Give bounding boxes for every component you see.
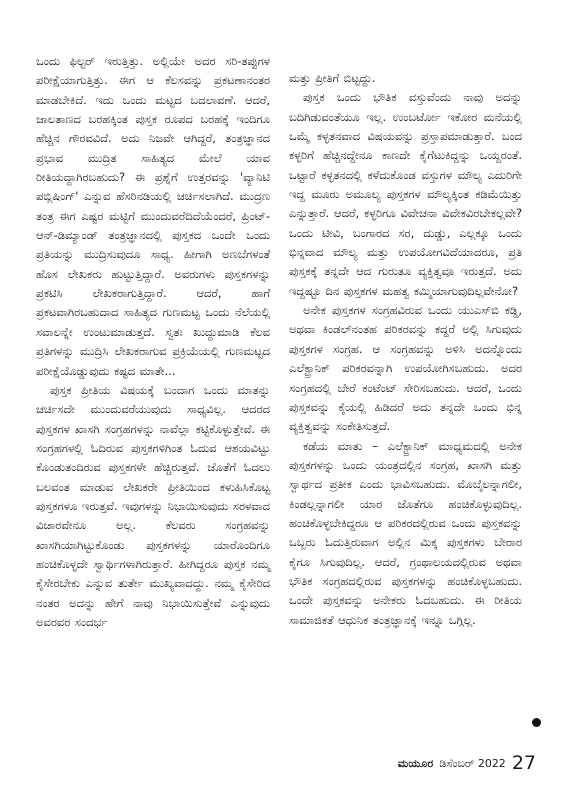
paragraph: ಒಂದು ಫಿಲ್ಟರ್ ಇರುತ್ತಿತ್ತು. ಅಲ್ಲಿಯೇ ಅದರ ಸರಿ-ತಪ್ಪುಗಳ ಪರೀಕ್ಷೆಯಾಗುತ್ತಿತ್ತು. ಈಗ ಆ ಕೆಲಸವನ್ನು ಪ್ರಕಟಣಾನಂತರ ಮಾಡಬೇಕಿದೆ. ಇದು ಒಂದು ಮಟ್ಟದ ಬದಲಾವಣೆ. ಆದರೆ, ಜಾಲತಾಣದ ಬರಹಕ್ಕಿಂತ ಪುಸ್ತಕ ರೂಪದ ಬರಹಕ್ಕೆ ಇಂದಿಗೂ ಹೆಚ್ಚಿನ ಗೌರವವಿದೆ. ಅದು ನಿಜವೇ ಆಗಿದ್ದರೆ, ತಂತ್ರಜ್ಞಾನದ ಪ್ರಭಾವ ಮುದ್ರಿತ ಸಾಹಿತ್ಯದ ಮೇಲೆ ಯಾವ ರೀತಿಯದ್ದಾಗಿರಬಹುದು? ಈ ಪ್ರಶ್ನೆಗೆ ಉತ್ತರವನ್ನು 'ವ್ಯಾನಿಟಿ ಪಬ್ಲಿಷಿಂಗ್' ಎನ್ನುವ ಹೆಸರಿನಡಿಯಲ್ಲಿ ಚರ್ಚಿಸಲಾಗಿದೆ. ಮುದ್ರಣ ತಂತ್ರ ಈಗ ಎಷ್ಟರ ಮಟ್ಟಿಗೆ ಮುಂದುವರೆದಿದೆಯೆಂದರೆ, ಪ್ರಿಂಟ್-ಆನ್-ಡಿಮ್ಯಾಂಡ್ ತಂತ್ರಜ್ಞಾನದಲ್ಲಿ ಪುಸ್ತಕದ ಒಂದೇ ಒಂದು ಪ್ರತಿಯನ್ನು ಮುದ್ರಿಸುವುದೂ ಸಾಧ್ಯ. ಹೀಗಾಗಿ ಅಣಬೆಗಳಂತೆ ಹೊಸ ಲೇಖಕರು ಹುಟ್ಟುತ್ತಿದ್ದಾರೆ. ಅವರುಗಳು ಪುಸ್ತಕಗಳನ್ನು ಪ್ರಕಟಿಸಿ ಲೇಖಕರಾಗುತ್ತಿದ್ದಾರೆ. ಆದರೆ, ಹಾಗೆ ಪ್ರಕಟವಾಗಿರಬಹುದಾದ ಸಾಹಿತ್ಯದ ಗುಣಮಟ್ಟ ಒಂದು ನೆಲೆಯಲ್ಲಿ ಸವಾಲನ್ನೇ ಉಂಟುಮಾಡುತ್ತದೆ. ಸ್ವತಃ ಖುದ್ದುಮಾಡಿ ಕೆಲವ ಪ್ರತಿಗಳನ್ನು ಮುದ್ರಿಸಿ ಲೇಖಕರಾಗುವ ಪ್ರಕ್ರಿಯೆಯಲ್ಲಿ ಗುಣಮಟ್ಟದ ಪರೀಕ್ಷೆಯೊಡ್ಡುವುದು ಕಷ್ಟದ ಮಾತೇ... <box>36 54 270 378</box>
page-number: 27 <box>511 752 536 774</box>
right-column <box>289 69 522 630</box>
magazine-brand: ಮಯೂರ <box>397 757 434 770</box>
left-column <box>36 52 270 632</box>
paragraph: ಪುಸ್ತಕ ಪ್ರೀತಿಯ ವಿಷಯಕ್ಕೆ ಬಂದಾಗ ಒಂದು ಮಾತನ್ನು ಚರ್ಚಿಸದೇ ಮುಂದುವರೆಯುವುದು ಸಾಧ್ಯವಿಲ್ಲ. ಆದರದ ಪುಸ್ತಕಗಳ ಖಾಸಗಿ ಸಂಗ್ರಹಗಳನ್ನು ನಾವೆಲ್ಲಾ ಕಟ್ಟಿಕೊಳ್ಳುತ್ತೇವೆ. ಈ ಸಂಗ್ರಹಗಳಲ್ಲಿ ಓದಿರುವ ಪುಸ್ತಕಗಳಿಗಿಂತ ಓದುವ ಆಶಯವಿಟ್ಟು ಕೊಂಡುತಂದಿರುವ ಪುಸ್ತಕಗಳೇ ಹೆಚ್ಚಿರುತ್ತವೆ. ಜೊತೆಗೆ ಓದಲು ಬಲವಂತ ಮಾಡುವ ಲೇಖಕರೇ ಪ್ರೀತಿಯಿಂದ ಕಳುಹಿಸಿಕೊಟ್ಟ ಪುಸ್ತಕಗಳೂ ಇರುತ್ತವೆ. ಇವುಗಳನ್ನು ನಿಭಾಯಿಸುವುದು ಸರಳವಾದ ವಿಚಾರವೇನೂ ಅಲ್ಲ. ಕೆಲವರು ಸಂಗ್ರಹವನ್ನು ಖಾಸಗಿಯಾಗಿಟ್ಟುಕೊಂಡು ಪುಸ್ತಕಗಳನ್ನು ಯಾರೊಂದಿಗೂ ಹಂಚಿಕೊಳ್ಳದೇ ಸ್ವಾರ್ಥಿಗಳಾಗಿರುತ್ತಾರೆ. ಹೀಗಿದ್ದರೂ ಪುಸ್ತಕ ನಮ್ಮ ಕೈಸೇರಬೇಕು ಎನ್ನುವ ತುರ್ತೇ ಮುಖ್ಯವಾದದ್ದು. ನಮ್ಮ ಕೈಸೇರಿದ ನಂತರ ಅದನ್ನು ಹೇಗೆ ನಾವು ನಿಭಾಯಿಸುತ್ತೇವೆ ಎನ್ನುವುದು ಅವರವರ ಸಂದರ್ಭ <box>36 382 270 629</box>
paragraph: ಪುಸ್ತಕ ಒಂದು ಭೌತಿಕ ವಸ್ತುವೆಂದು ನಾವು ಅದನ್ನು ಬದಿಗಿಡುವಂತೆಯೂ ಇಲ್ಲ. ಉಂಬರ್ಟೋ ಇಕೋರ ಮನೆಯಲ್ಲಿ ಒಮ್ಮೆ ಕಳ್ಳತನವಾದ ವಿಷಯವನ್ನು ಪ್ರಸ್ತಾಪಮಾಡುತ್ತಾರೆ. ಬಂದ ಕಳ್ಳರಿಗೆ ಹೆಚ್ಚಿನದ್ದೇನೂ ಕಾಣದೇ ಕೈಗೆಟುಕಿದ್ದನ್ನು ಒಯ್ದರಂತೆ. ಒಟ್ಟಾರೆ ಕಳ್ಳತನದಲ್ಲಿ ಕಳೆದುಕೊಂಡ ವಸ್ತುಗಳ ಮೌಲ್ಯ ಎದುರಿಗೇ ಇದ್ದ ಮೂರು ಅಮೂಲ್ಯ ಪುಸ್ತಕಗಳ ಮೌಲ್ಯಕ್ಕಿಂತ ಕಡಿಮೆಯಿತ್ತು ಎನ್ನುತ್ತಾರೆ. ಆದರೆ, ಕಳ್ಳರಿಗೂ ವಿವೇಚನಾ ವಿವೇಕವಿರಬೇಕಲ್ಲವೇ? ಒಂದು ಟೀವಿ, ಬಂಗಾರದ ಸರ, ದುಡ್ಡು, ಎಲ್ಲಕ್ಕೂ ಒಂದು ಭಿನ್ನವಾದ ಮೌಲ್ಯ ಮತ್ತು ಉಪಯೋಗವಿದೆಯಾದರೂ, ಪ್ರತಿ ಪುಸ್ತಕಕ್ಕೆ ತನ್ನದೇ ಆದ ಗುರುತೂ ವ್ಯಕ್ತಿತ್ವವೂ ಇರುತ್ತದೆ. ಅದು ಇದ್ದಷ್ಟೂ ದಿನ ಪುಸ್ತಕಗಳ ಮಹತ್ವ ಕಮ್ಮಿಯಾಗುವುದಿಲ್ಲವೇನೋ? <box>289 90 522 298</box>
page-footer <box>398 752 536 774</box>
issue-date: ಡಿಸೆಂಬರ್ 2022 <box>439 757 506 770</box>
end-of-article-bullet-icon <box>532 718 541 727</box>
paragraph: ಕಡೆಯ ಮಾತು – ಎಲೆಕ್ಟ್ರಾನಿಕ್ ಮಾಧ್ಯಮದಲ್ಲಿ ಅನೇಕ ಪುಸ್ತಕಗಳನ್ನು ಒಂದು ಯಂತ್ರದಲ್ಲಿನ ಸಂಗ್ರಹ, ಖಾಸಗಿ ಮತ್ತು ಸ್ವಾರ್ಥದ ಪ್ರತೀಕ ಎಂದು ಭಾವಿಸಬಹುದು. ಮೊಬೈಲನ್ನಾಗಲೀ, ಕಿಂಡಲ್ಲನ್ನಾಗಲೀ ಯಾರ ಜೊತೆಗೂ ಹಂಚಿಕೊಳ್ಳುವುದಿಲ್ಲ. ಹಂಚಿಕೊಳ್ಳಬೇಕಿದ್ದರೂ ಆ ಪರಿಕರದಲ್ಲಿರುವ ಒಂದು ಪುಸ್ತಕವನ್ನು ಒಬ್ಬರು ಓದುತ್ತಿರುವಾಗ ಅಲ್ಲಿನ ಮಿಕ್ಕ ಪುಸ್ತಕಗಳು ಬೇರಾರ ಕೈಗೂ ಸಿಗುವುದಿಲ್ಲ. ಆದರೆ, ಗ್ರಂಥಾಲಯದಲ್ಲಿರುವ ಅಥವಾ ಭೌತಿಕ ಸಂಗ್ರಹದಲ್ಲಿರುವ ಪುಸ್ತಕಗಳನ್ನು ಹಂಚಿಕೊಳ್ಳಬಹುದು. ಒಂದೇ ಪುಸ್ತಕವನ್ನು ಅನೇಕರು ಓದಬಹುದು. ಈ ರೀತಿಯ ಸಾಮಾಜಿಕತೆ ಆಧುನಿಕ ತಂತ್ರಜ್ಞಾನಕ್ಕೆ ಇನ್ನೂ ಒಗ್ಗಿಲ್ಲ. <box>289 438 522 627</box>
paragraph: ಮತ್ತು ಪ್ರೀತಿಗೆ ಬಿಟ್ಟದ್ದು. <box>289 71 376 85</box>
paragraph: ಅನೇಕ ಪುಸ್ತಕಗಳ ಸಂಗ್ರಹವಿರುವ ಒಂದು ಯುಎಸ್‌ಬಿ ಕಡ್ಡಿ, ಅಥವಾ ಕಿಂಡಲ್‌ನಂತಹ ಪರಿಕರವನ್ನು ಕದ್ದರೆ ಅಲ್ಲಿ ಸಿಗುವುದು ಪುಸ್ತಕಗಳ ಸಂಗ್ರಹ. ಆ ಸಂಗ್ರಹವನ್ನು ಅಳಿಸಿ ಅದನ್ನೊಂದು ಎಲೆಕ್ಟ್ರಾನಿಕ್ ಪರಿಕರವನ್ನಾಗಿ ಉಪಯೋಗಿಸಬಹುದು. ಅದರ ಸಂಗ್ರಹದಲ್ಲಿ ಬೇರೆ ಕಂಟೆಂಟ್ ಸೇರಿಸಬಹುದು. ಆದರೆ, ಒಂದು ಪುಸ್ತಕವನ್ನು ಕೈಯಲ್ಲಿ ಹಿಡಿದರೆ ಅದು ತನ್ನದೇ ಒಂದು ಭಿನ್ನ ವ್ಯಕ್ತಿತ್ವವನ್ನು ಸಂಕೇತಿಸುತ್ತದೆ. <box>289 303 522 434</box>
